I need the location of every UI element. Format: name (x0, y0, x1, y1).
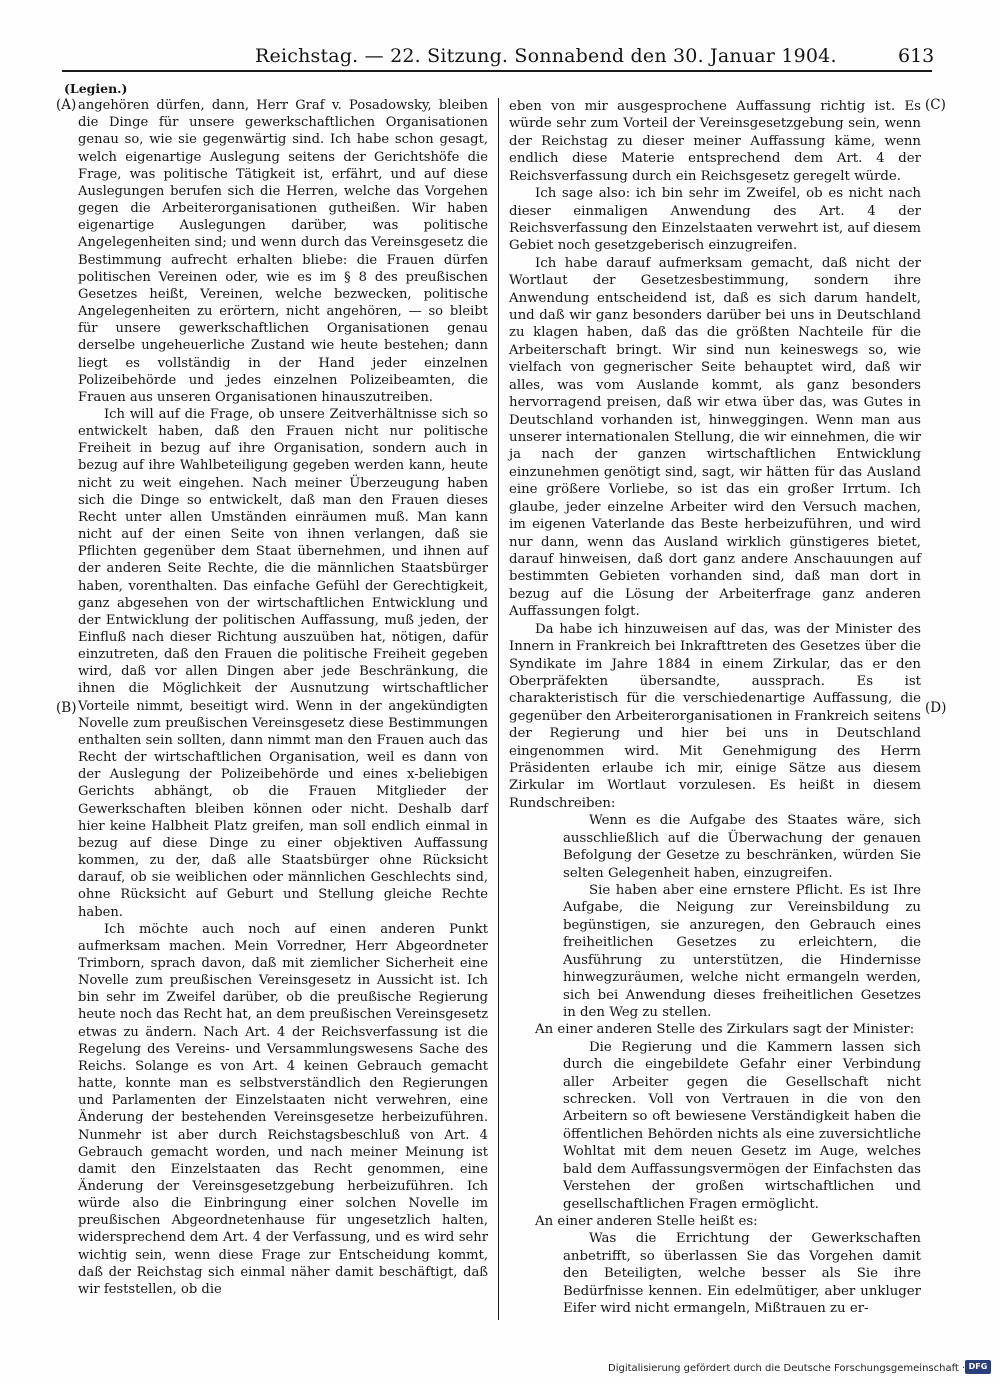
paragraph: Ich möchte auch noch auf einen anderen Punkt aufmerksam machen. Mein Vorredner, Herr Abgeordneter Trimborn, sprach davon, daß mit ziemlicher Sicherheit eine Novelle zum preußischen Vereinsgesetz in Aussicht ist. Ich bin sehr im Zweifel darüber, ob die preußische Regierung heute noch das Recht hat, an dem preußischen Vereinsgesetz etwas zu ändern. Nach Art. 4 der Reichsverfassung ist die Regelung des Vereins- und Versammlungswesens Sache des Reichs. Solange es von Art. 4 keinen Gebrauch gemacht hatte, konnte man es selbstverständlich den Regierungen und Parlamenten der Einzelstaaten nicht verwehren, eine Änderung der bestehenden Vereinsgesetze herbeizuführen. Nunmehr ist aber durch Reichstagsbeschluß von Art. 4 Gebrauch gemacht worden, und nach meiner Meinung ist damit den Einzelstaaten das Recht genommen, eine Änderung der Vereinsgesetzgebung herbeizuführen. Ich würde also die Einbringung einer solchen Novelle im preußischen Abgeordnetenhause für ungesetzlich halten, widersprechend dem Art. 4 der Verfassung, und es wird sehr wichtig sein, wenn diese Frage zur Entscheidung kommt, daß der Reichstag sich einmal näher damit beschäftigt, daß wir feststellen, ob die (78, 921, 488, 1297)
left-column (64, 80, 488, 1298)
running-header: Reichstag. — 22. Sitzung. Sonnabend den 30. Januar 1904. (255, 45, 837, 67)
paragraph: An einer anderen Stelle des Zirkulars sagt der Minister: (535, 1022, 915, 1038)
paragraph: Da habe ich hinzuweisen auf das, was der Minister des Innern in Frankreich bei Inkrafttreten des Gesetzes über die Syndikate im Jahre 1884 in einem Zirkular, das er den Oberpräfekten übersandte, aussprach. Es ist charakteristisch für die verschiedenartige Auffassung, die gegenüber den Arbeiterorganisationen in Frankreich seitens der Regierung und hier bei uns in Deutschland eingenommen wird. Mit Genehmigung des Herrn Präsidenten erlaube ich mir, einige Sätze aus diesem Zirkular im Wortlaut vorzulesen. Es heißt in diesem Rundschreiben: (509, 621, 921, 811)
paragraph: eben von mir ausgesprochene Auffassung richtig ist. Es würde sehr zum Vorteil der Vereinsgesetzgebung sein, wenn der Reichstag zu dieser meiner Auffassung käme, wenn endlich diese Materie entsprechend dem Art. 4 der Reichsverfassung durch ein Reichsgesetz geregelt würde. (509, 99, 921, 184)
paragraph: Ich habe darauf aufmerksam gemacht, daß nicht der Wortlaut der Gesetzesbestimmung, sondern ihre Anwendung entscheidend ist, daß es sich darum handelt, und daß wir ganz besonders darüber bei uns in Deutschland zu klagen haben, daß das die größten Nachteile für die Arbeiterschaft bringt. Wir sind nun keineswegs so, wie vielfach von gegnerischer Seite behauptet wird, daß wir alles, was vom Auslande kommt, als ganz besonders hervorragend preisen, daß wir etwa über das, was Gutes in Deutschland vorhanden ist, hinweggingen. Wenn man aus unserer internationalen Stellung, die wir einnehmen, die wir ja nach der ganzen wirtschaftlichen Entwicklung einzunehmen genötigt sind, sagt, wir hätten für das Ausland eine größere Vorliebe, so ist das ein großer Irrtum. Ich glaube, jeder einzelne Arbeiter wird den Versuch machen, im eigenen Vaterlande das Beste herbeizuführen, und wird nur dann, wenn das Ausland wirklich günstigeres bietet, darauf hinweisen, daß dort ganz andere Anschauungen auf bestimmten Gebieten vorhanden sind, daß man dort in bezug auf die Lösung der Arbeiterfrage ganz anderen Auffassungen folgt. (509, 255, 921, 620)
quote-paragraph: Sie haben aber eine ernstere Pflicht. Es ist Ihre Aufgabe, die Neigung zur Vereinsbildung zu begünstigen, sie anzuregen, den Gebrauch eines freiheitlichen Gesetzes zu erleichtern, die Ausführung zu unterstützen, die Hindernisse hinwegzuräumen, welche nicht ermangeln werden, sich bei Anwendung dieses freiheitlichen Gesetzes in den Weg zu stellen. (563, 882, 921, 1020)
column-divider (498, 98, 499, 1320)
dfg-logo: DFG (965, 1360, 991, 1374)
paragraph: Ich will auf die Frage, ob unsere Zeitverhältnisse sich so entwickelt haben, daß den Frauen nicht nur politische Freiheit in bezug auf ihre Organisation, sondern auch in bezug auf ihre Wahlbeteiligung gegeben werden kann, heute nicht zu weit eingehen. Nach meiner Überzeugung haben sich die Dinge so entwickelt, daß man den Frauen dieses Recht unter allen Umständen einräumen muß. Man kann nicht auf der einen Seite von ihnen verlangen, daß sie Pflichten gegenüber dem Staat übernehmen, und ihnen auf der anderen Seite Rechte, die die männlichen Staatsbürger haben, vorenthalten. Das einfache Gefühl der Gerechtigkeit, ganz abgesehen von der wirtschaftlichen Entwicklung und der Entwicklung der politischen Auffassung, muß jeden, der Einfluß nach dieser Richtung auszuüben hat, nötigen, dafür einzutreten, daß den Frauen die politische Freiheit gegeben wird, daß vor allen Dingen aber jede Beschränkung, die ihnen die Möglichkeit der Ausnutzung wirtschaftlicher Vorteile nimmt, beseitigt wird. Wenn in der angekündigten Novelle zum preußischen Vereinsgesetz diese Bestimmungen enthalten sein sollten, dann nimmt man den Frauen auch das Recht der wirtschaftlichen Organisation, weil es dann von der Auslegung der Polizeibehörde und eines x-beliebigen Gerichts abhängt, ob die Frauen Mitglieder der Gewerkschaften bleiben können oder nicht. Deshalb darf hier keine Halbheit Platz greifen, man soll endlich einmal in bezug auf diese Dinge zu einer objektiven Auffassung kommen, zu der, daß alle Staatsbürger ohne Rücksicht darauf, ob sie weiblichen oder männlichen Geschlechts sind, ohne Rücksicht auf Geburt und Stellung gleiche Rechte haben. (78, 406, 488, 920)
margin-label-b: (B) (56, 700, 77, 716)
page-number: 613 (898, 45, 935, 67)
header-rule (62, 70, 932, 72)
quote-paragraph: Die Regierung und die Kammern lassen sich durch die eingebildete Gefahr einer Verbindung aller Arbeiter gegen die Gesellschaft nicht schrecken. Voll von Vertrauen in die von den Arbeitern so oft bewiesene Verständigkeit haben die öffentlichen Behörden nichts als eine zuversichtliche Wohltat mit dem neuen Gesetz im Auge, welches bald dem Auffassungsvermögen der Einfachsten das Verstehen der großen wirtschaftlichen und gesellschaftlichen Fragen ermöglicht. (563, 1039, 921, 1212)
margin-label-a: (A) (56, 97, 77, 113)
paragraph: An einer anderen Stelle heißt es: (535, 1214, 758, 1229)
digitization-credit: Digitalisierung gefördert durch die Deutsche Forschungsgemeinschaft · (608, 1363, 966, 1374)
speaker-label: (Legien.) (64, 81, 128, 96)
quote-paragraph: Wenn es die Aufgabe des Staates wäre, sich ausschließlich auf die Überwachung der genauen Befolgung der Gesetze zu beschränken, würden Sie selten Gelegenheit haben, einzugreifen. (563, 813, 921, 881)
paragraph: Ich sage also: ich bin sehr im Zweifel, ob es nicht nach dieser einmaligen Anwendung des Art. 4 der Reichsverfassung den Einzelstaaten verwehrt ist, auf diesem Gebiet noch gesetzgeberisch einzugreifen. (509, 186, 921, 254)
margin-label-c: (C) (925, 97, 946, 113)
paragraph: angehören dürfen, dann, Herr Graf v. Posadowsky, bleiben die Dinge für unsere gewerkschaftlichen Organisationen genau so, wie sie gegenwärtig sind. Ich habe schon gesagt, welch eigenartige Auslegung seitens der Gerichtshöfe die Frage, was politische Tätigkeit ist, erfährt, und auf diese Auslegungen berufen sich die Herren, welche das Vorgehen gegen die Arbeiterorganisationen gutheißen. Wir haben eigenartige Auslegungen darüber, was politische Angelegenheiten sind; und wenn durch das Vereinsgesetz die Bestimmung aufrecht erhalten bliebe: die Frauen dürfen politischen Vereinen oder, wie es im § 8 des preußischen Gesetzes heißt, Vereinen, welche bezwecken, politische Angelegenheiten zu erörtern, nicht angehören, — so bleibt für unsere gewerkschaftlichen Organisationen genau derselbe ungeheuerliche Zustand wie heute bestehen; dann liegt es vollständig in der Hand jeder einzelnen Polizeibehörde und jedes einzelnen Polizeibeamten, die Frauen aus unseren Organisationen hinauszutreiben. (78, 98, 488, 405)
margin-label-d: (D) (925, 700, 947, 716)
quote-paragraph: Was die Errichtung der Gewerkschaften anbetrifft, so überlassen Sie das Vorgehen damit den Beteiligten, welche besser als Sie ihre Bedürfnisse kennen. Ein edelmütiger, aber unkluger Eifer wird nicht ermangeln, Mißtrauen zu er- (563, 1231, 921, 1317)
right-column (509, 98, 921, 1318)
